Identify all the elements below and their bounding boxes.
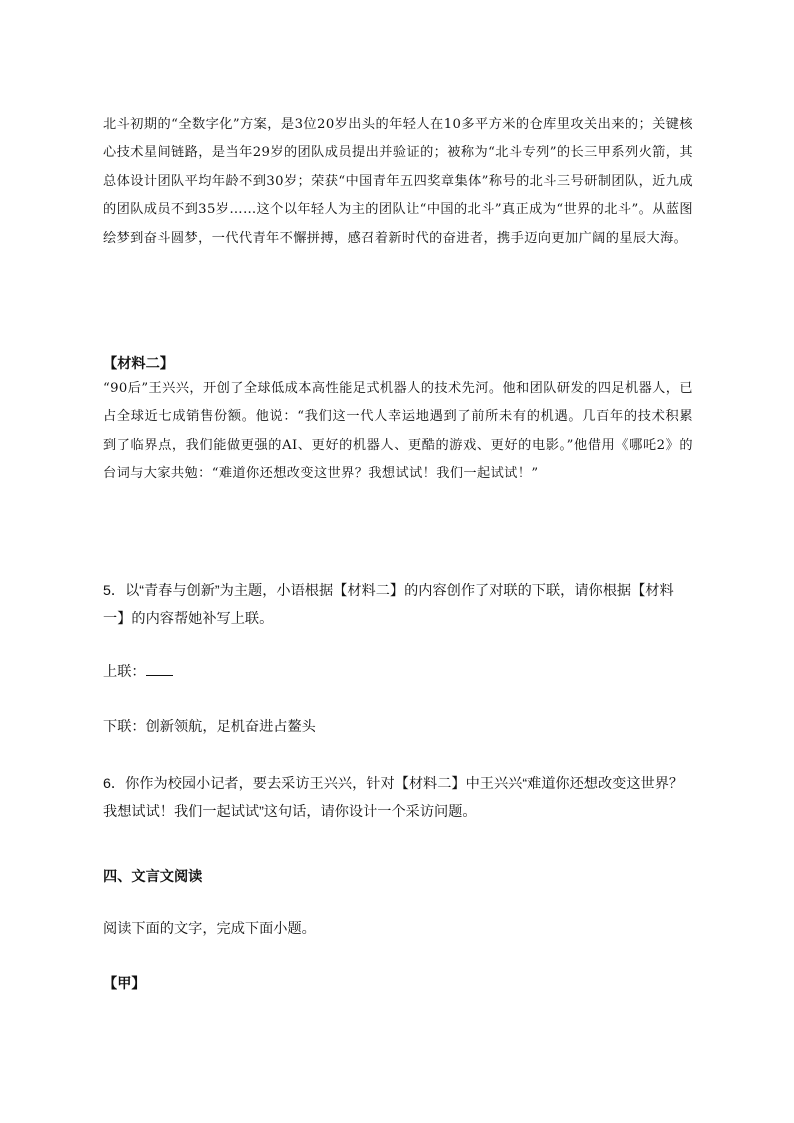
upper-couplet-label: 上联： [103,664,146,680]
question-5-upper-couplet [103,658,173,686]
question-6: 6．你作为校园小记者，要去采访王兴兴，针对【材料二】中王兴兴“难道你还想改变这世界？我想试试！我们一起试试”这句话，请你设计一个采访问题。 [103,776,684,821]
section-instruction: 阅读下面的文字，完成下面小题。 [103,921,316,937]
passage-label: 【甲】 [103,976,146,992]
material-one-paragraph: 北斗初期的“全数字化”方案，是3位20岁出头的年轻人在10多平方米的仓库里攻关出来的；关键核心技术星间链路，是当年29岁的团队成员提出并验证的；被称为“北斗专列”的长三甲系列火箭，其总体设计团队平均年龄不到30岁；荣获“中国青年五四奖章集体”称号的北斗三号研制团队，近九成的团队成员不到35岁……这个以年轻人为主的团队让“中国的北斗”真正成为“世界的北斗”。从蓝图绘梦到奋斗圆梦，一代代青年不懈拼搏，感召着新时代的奋进者，携手迈向更加广阔的星辰大海。 [103,117,693,246]
material-two-heading: 【材料二】 [103,356,174,372]
question-5-lower-couplet: 下联：创新领航，足机奋进占鳌头 [103,719,316,735]
material-two-paragraph: “90后”王兴兴，开创了全球低成本高性能足式机器人的技术先河。他和团队研发的四足机器人，已占全球近七成销售份额。他说：“我们这一代人幸运地遇到了前所未有的机遇。几百年的技术积累到了临界点，我们能做更强的AI、更好的机器人、更酷的游戏、更好的电影。”他借用《哪吒2》的台词与大家共勉：“难道你还想改变这世界？我想试试！我们一起试试！” [103,381,693,482]
answer-blank[interactable] [146,661,173,676]
section-heading: 四、文言文阅读 [103,869,203,885]
question-5: 5．以“青春与创新”为主题，小语根据【材料二】的内容创作了对联的下联，请你根据【材料一】的内容帮她补写上联。 [103,583,674,628]
